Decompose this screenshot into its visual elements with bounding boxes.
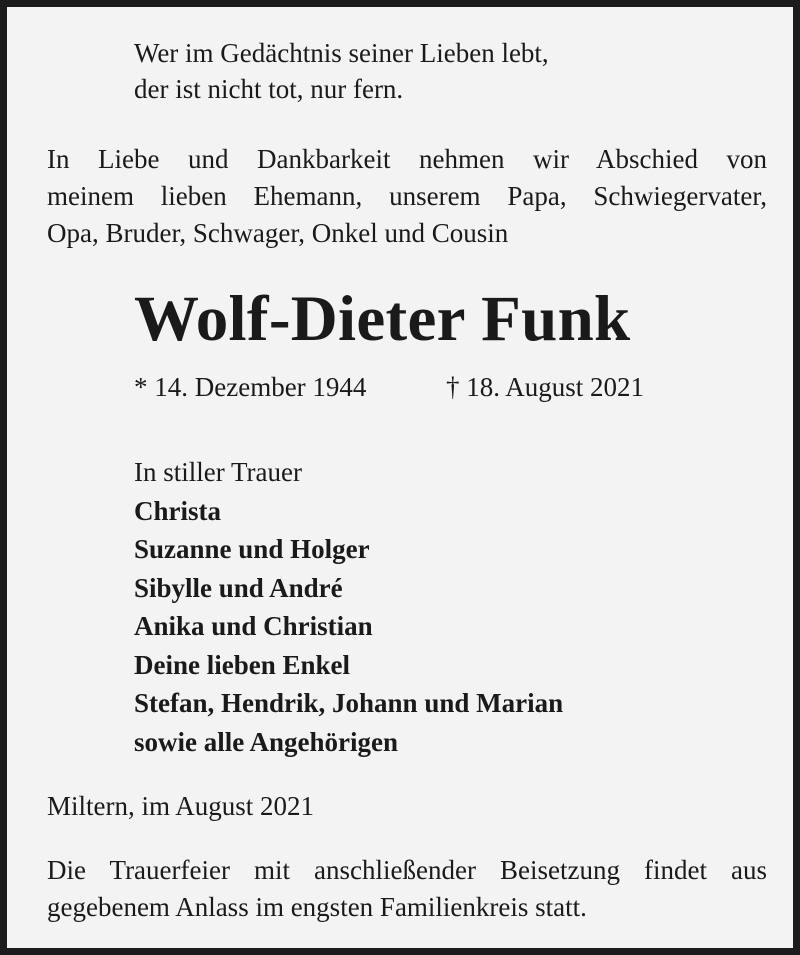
mourner-entry: Stefan, Hendrik, Johann und Marian xyxy=(134,688,564,718)
verse-line: der ist nicht tot, nur fern. xyxy=(134,74,404,104)
intro-line: Opa, Bruder, Schwager, Onkel und Cousin xyxy=(47,218,509,248)
intro-line: meinem lieben Ehemann, unserem Papa, Schwiegervater, xyxy=(47,181,767,211)
birth-date: * 14. Dezember 1944 xyxy=(134,372,367,402)
ceremony-line: gegebenem Anlass im engsten Familienkreis statt. xyxy=(47,892,587,922)
ceremony-note xyxy=(47,852,767,926)
memorial-verse xyxy=(134,35,549,107)
ceremony-line: Die Trauerfeier mit anschließender Beisetzung findet aus xyxy=(47,855,767,885)
farewell-intro xyxy=(47,141,767,252)
mourner-entry: Deine lieben Enkel xyxy=(134,649,351,680)
deceased-name: Wolf-Dieter Funk xyxy=(134,283,631,355)
mourning-lead: In stiller Trauer xyxy=(134,457,302,487)
mourner-entry: Anika und Christian xyxy=(134,611,373,641)
life-dates xyxy=(134,369,645,405)
intro-line: In Liebe und Dankbarkeit nehmen wir Abschied von xyxy=(47,144,767,174)
mourners-list xyxy=(134,453,563,761)
place-and-date: Miltern, im August 2021 xyxy=(47,791,315,821)
death-date: † 18. August 2021 xyxy=(446,372,645,402)
verse-line: Wer im Gedächtnis seiner Lieben lebt, xyxy=(134,38,549,68)
mourner-entry: sowie alle Angehörigen xyxy=(134,726,398,757)
mourner-entry: Suzanne und Holger xyxy=(134,534,370,564)
mourner-entry: Christa xyxy=(134,495,221,526)
mourner-entry: Sibylle und André xyxy=(134,572,343,603)
